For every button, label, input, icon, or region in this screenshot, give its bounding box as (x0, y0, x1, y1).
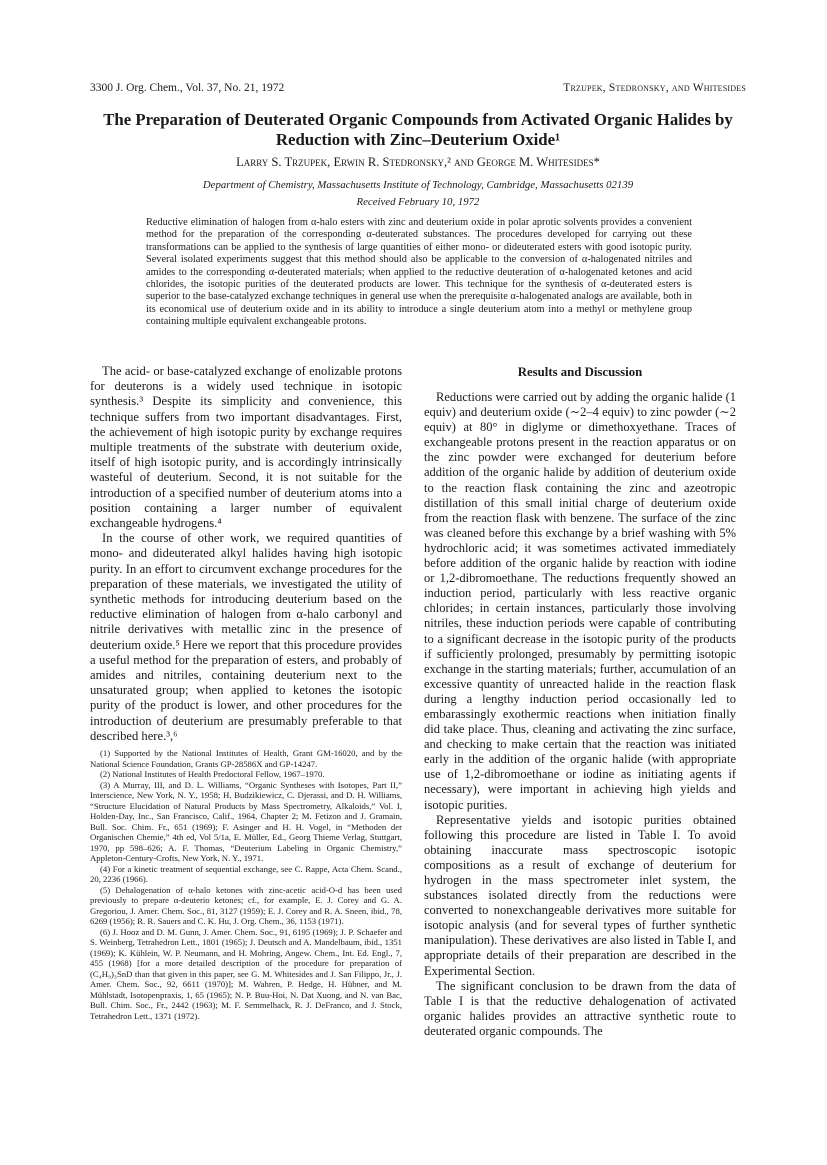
affiliation: Department of Chemistry, Massachusetts Institute of Technology, Cambridge, Massachusetts 02139 (202, 179, 634, 191)
paragraph: In the course of other work, we required quantities of mono- and dideuterated alkyl halides having high isotopic purity. In an effort to circumvent exchange procedures for the preparation of these materials, we investigated the utility of synthetic methods for introducing deuterium based on the reductive elimination of halogen from α-halo carbonyl and nitrile derivatives with metallic zinc in the presence of deuterium oxide.⁵ Here we report that this procedure provides a useful method for the preparation of esters, and probably of amides and nitriles, containing deuterium next to the unsaturated group; when applied to ketones the isotopic purity of the product is lower, and other procedures for the introduction of deuterium are presumably preferable to that described here.³,⁶ (90, 531, 402, 743)
paragraph: The acid- or base-catalyzed exchange of enolizable protons for deuterons is a widely used technique in isotopic synthesis.³ Despite its simplicity and convenience, this technique suffers from two important disadvantages. First, the achievement of high isotopic purity by exchange requires multiple treatments of the substrate with deuterium oxide, itself of high isotopic purity, and is accordingly intrinsically wasteful of deuterium. Second, it is not suitable for the introduction of a specified number of deuterium atoms into a position containing a larger number of equivalent exchangeable hydrogens.⁴ (90, 364, 402, 531)
running-authors: Trzupek, Stedronsky, and Whitesides (563, 82, 746, 94)
footnotes (90, 748, 402, 1021)
abstract: Reductive elimination of halogen from α-halo esters with zinc and deuterium oxide in polar aprotic solvents provides a convenient method for the preparation of the corresponding α-deuterated substances. The procedures developed for carrying out these transformations can be applied to the synthesis of large quantities of either mono- or dideuterated esters with good isotopic purity. Several isolated experiments suggest that this method should also be applicable to the conversion of α-halogenated nitriles and amides to the corresponding α-deuterated materials; when applied to the reductive deuteration of α-halogenated ketones and acid chlorides, the isotopic purities of the deuterated products are lower. This technique for the synthesis of α-deuterated esters is superior to the base-catalyzed exchange techniques in general use when the prerequisite α-halogenated analogs are available, both in its economical use of deuterium oxide and in its ability to introduce a single deuterium atom into a methyl or methylene group containing multiple equivalent exchangeable protons. (146, 217, 692, 328)
author-list: Larry S. Trzupek, Erwin R. Stedronsky,² and George M. Whitesides* (236, 155, 600, 169)
footnote-2: (2) National Institutes of Health Predoctoral Fellow, 1967–1970. (100, 769, 325, 780)
paragraph: Reductions were carried out by adding the organic halide (1 equiv) and deuterium oxide (∼2–4 equiv) to zinc powder (∼2 equiv) at 80° in diglyme or dimethoxyethane. Traces of exchangeable protons present in the reaction apparatus or on the zinc powder were exchanged for deuterium before addition of the organic halide by addition of deuterium oxide to the reaction flask containing the zinc and azeotropic distillation of this small initial charge of deuterium oxide from the reaction flask with benzene. The surface of the zinc was cleaned before this exchange by a brief washing with 5% hydrochloric acid; it was sometimes activated immediately before addition of the organic halide by reaction with iodine or 1,2-dibromoethane. The reductions frequently showed an induction period, particularly with less reactive organic chlorides; in certain instances, particularly those involving nitriles, these induction periods were capable of contributing to a significant decrease in the isotopic purity of the products if sufficiently prolonged, presumably by permitting isotopic exchange in the starting materials; further, accumulation of an excessive quantity of unreacted halide in the reaction flask during a lengthy induction period occasionally led to embarassingly exothermic reactions when initiation finally did take place. Thus, cleaning and activating the zinc surface, and checking to make certain that the reaction was initiated early in the addition of the organic halide (with appropriate use of 1,2-dibromoethane or iodine as initiating agents if necessary), were important in achieving high yields and isotopic purities. (424, 390, 736, 812)
footnote-4: (4) For a kinetic treatment of sequential exchange, see C. Rappe, Acta Chem. Scand., 20, 2236 (1966). (90, 863, 402, 885)
paragraph: The significant conclusion to be drawn from the data of Table I is that the reductive dehalogenation of activated organic halides provides an attractive synthetic route to deuterated organic compounds. The (424, 978, 736, 1038)
section-heading: Results and Discussion (517, 365, 643, 379)
received-date: Received February 10, 1972 (356, 196, 480, 208)
article-title: The Preparation of Deuterated Organic Compounds from Activated Organic Halides by Reduction with Zinc–Deuterium Oxide¹ (103, 110, 733, 149)
page-and-journal: 3300 J. Org. Chem., Vol. 37, No. 21, 1972 (90, 82, 285, 94)
paragraph: Representative yields and isotopic purities obtained following this procedure are listed in Table I. To avoid obtaining inaccurate mass spectroscopic isotopic compositions as a result of exchange of deuterium for hydrogen in the mass spectrometer inlet system, the substances isolated directly from the reductions were converted to nonexchangeable derivatives more suitable for isotopic analysis (and for several types of further synthetic manipulation). These derivatives are also listed in Table I, and appropriate details of their preparation are described in the Experimental Section. (424, 812, 736, 978)
left-column (90, 364, 402, 1021)
footnote-6: (6) J. Hooz and D. M. Gunn, J. Amer. Chem. Soc., 91, 6195 (1969); J. P. Schaefer and S. Weinberg, Tetrahedron Lett., 1801 (1965); J. Deutsch and A. Mandelbaum, ibid., 1351 (1969); K. Kühlein, W. P. Neumann, and H. Mohring, Angew. Chem., Int. Ed. Engl., 7, 455 (1968) [for a more detailed description of the procedure for preparation of (C₄H₉)₃SnD than that given in this paper, see G. M. Whitesides and J. San Filippo, Jr., J. Amer. Chem. Soc., 92, 6611 (1970)]; M. Wahren, P. Hedge, H. Hübner, and M. Mühlstadt, Isotopenpraxis, 1, 65 (1965); N. P. Buu-Hoi, N. Dat Xuong, and N. van Bac, Bull. Chim. Soc., Fr., 2442 (1963); M. F. Semmelhack, R. J. DeFranco, and J. Stock, Tetrahedron Lett., 1371 (1972). (90, 926, 402, 1021)
footnote-3: (3) A Murray, III, and D. L. Williams, “Organic Syntheses with Isotopes, Part II,” Interscience, New York, N. Y., 1958; H. Budzikiewicz, C. Djerassi, and D. H. Williams, “Structure Elucidation of Natural Products by Mass Spectrometry, Alkaloids,” Vol. I, Holden-Day, Inc., San Francisco, Calif., 1964, Chapter 2; M. Fetizon and J. Gramain, Bull. Soc. Chim. Fr., 651 (1969); F. Asinger and H. H. Vogel, in “Methoden der Organischen Chemie,” 4th ed, Vol 5/1a, E. Müller, Ed., Georg Thieme Verlag, Stuttgart, 1970, pp 598–626; A. F. Thomas, “Deuterium Labeling in Organic Chemistry,” Appleton-Century-Crofts, New York, N. Y., 1971. (90, 779, 402, 864)
footnote-1: (1) Supported by the National Institutes of Health, Grant GM-16020, and by the National Science Foundation, Grants GP-28586X and GP-14247. (90, 748, 402, 769)
running-head (90, 82, 746, 98)
right-column (424, 364, 736, 1039)
footnote-5: (5) Dehalogenation of α-halo ketones with zinc-acetic acid-O-d has been used previously to prepare α-deuterio ketones; cf., for example, E. J. Corey and G. A. Gregoriou, J. Amer. Chem. Soc., 81, 3127 (1959); E. J. Corey and R. A. Sneen, ibid., 78, 6269 (1956); R. R. Sauers and C. K. Hu, J. Org. Chem., 36, 1153 (1971). (90, 884, 402, 927)
